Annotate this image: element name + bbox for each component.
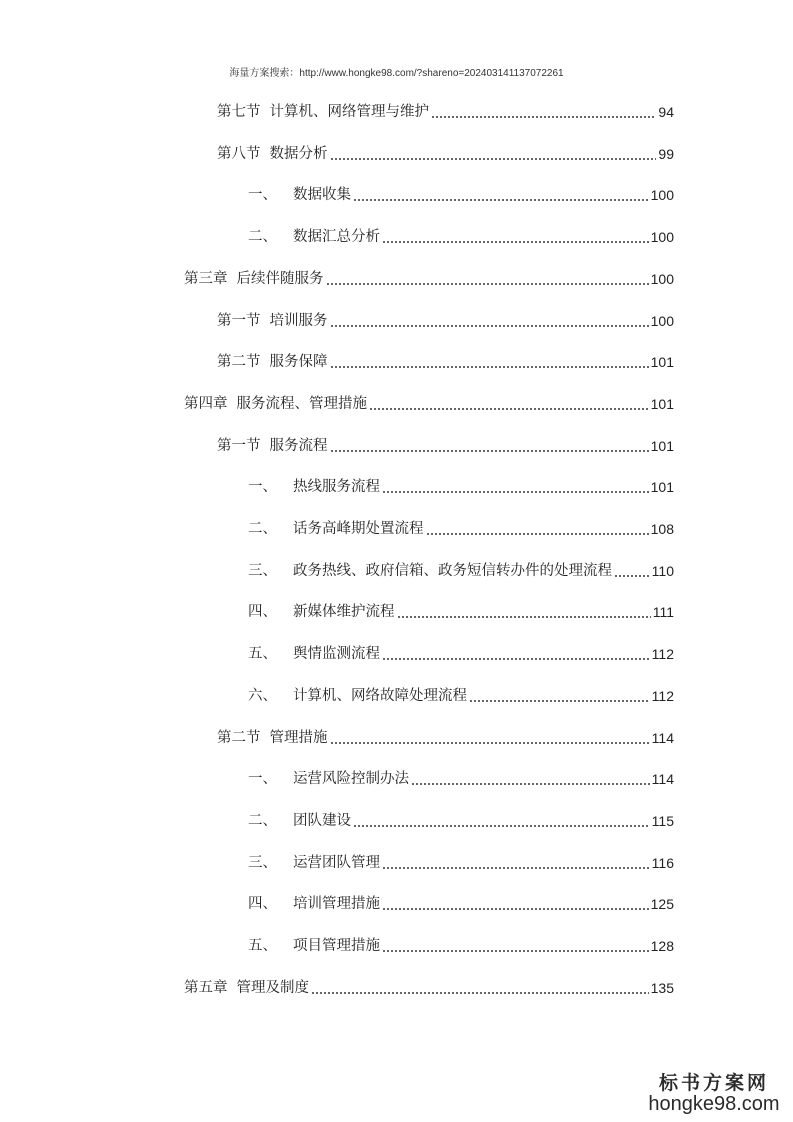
toc-entry-page: 100 — [650, 312, 674, 329]
toc-dot-leader — [382, 658, 650, 660]
toc-entry-number: 第五章 — [184, 979, 228, 996]
toc-entry-label — [248, 518, 424, 540]
toc-entry-title: 管理措施 — [269, 729, 328, 746]
toc-entry-page: 101 — [650, 354, 674, 371]
toc-entry-title: 数据汇总分析 — [293, 229, 380, 246]
toc-entry-label — [248, 601, 395, 623]
toc-entry-number: 一、 — [248, 187, 277, 204]
toc-entry-title: 培训管理措施 — [293, 896, 380, 913]
toc-entry-title: 计算机、网络管理与维护 — [269, 104, 429, 120]
toc-entry-number: 六、 — [248, 687, 277, 704]
toc-dot-leader — [382, 867, 650, 869]
toc-entry-label — [248, 476, 380, 498]
toc-entry-label — [248, 768, 409, 790]
toc-entry-number: 第二节 — [217, 354, 261, 371]
toc-entry-title: 服务保障 — [269, 354, 328, 371]
toc-entry[interactable] — [248, 685, 674, 707]
toc-entry-label — [217, 435, 328, 457]
toc-entry-label — [217, 101, 429, 123]
toc-entry-page: 101 — [650, 479, 674, 496]
toc-entry-number: 二、 — [248, 521, 277, 537]
toc-entry-page: 115 — [651, 812, 674, 829]
toc-entry-label — [217, 310, 328, 332]
toc-entry-title: 话务高峰期处置流程 — [293, 521, 424, 537]
toc-entry-label — [248, 935, 380, 957]
toc-entry-number: 第一节 — [217, 312, 261, 329]
toc-dot-leader — [411, 783, 650, 785]
page-header-url: 海量方案搜索：http://www.hongke98.com/?shareno=202403141137072261 — [229, 68, 564, 79]
toc-dot-leader — [330, 366, 649, 368]
toc-entry-label — [184, 268, 324, 290]
toc-entry[interactable] — [248, 810, 674, 832]
toc-entry-page: 108 — [650, 521, 674, 537]
toc-entry-page: 116 — [651, 854, 674, 871]
toc-dot-leader — [326, 283, 649, 285]
toc-dot-leader — [330, 450, 649, 452]
toc-dot-leader — [382, 491, 649, 493]
toc-entry-number: 一、 — [248, 479, 277, 496]
toc-dot-leader — [469, 700, 650, 702]
toc-entry-page: 100 — [650, 187, 674, 204]
toc-entry-number: 第八节 — [217, 145, 261, 162]
toc-entry[interactable] — [248, 601, 674, 623]
toc-entry[interactable] — [248, 768, 674, 790]
toc-entry-title: 后续伴随服务 — [236, 270, 324, 287]
toc-entry[interactable] — [248, 935, 674, 957]
toc-dot-leader — [353, 199, 649, 201]
toc-entry-page: 100 — [650, 270, 674, 287]
toc-entry[interactable] — [217, 727, 674, 749]
toc-entry-title: 团队建设 — [293, 812, 351, 829]
toc-entry-number: 一、 — [248, 771, 277, 788]
toc-entry-title: 服务流程、管理措施 — [236, 395, 367, 412]
toc-entry[interactable] — [184, 977, 674, 999]
toc-entry-page: 112 — [651, 646, 674, 663]
toc-entry-page: 100 — [650, 229, 674, 246]
toc-entry-number: 三、 — [248, 562, 277, 579]
toc-dot-leader — [431, 116, 656, 118]
toc-entry-number: 第四章 — [184, 395, 228, 412]
toc-entry-title: 数据收集 — [293, 187, 351, 204]
toc-dot-leader — [382, 241, 649, 243]
toc-dot-leader — [330, 158, 657, 160]
toc-entry-label — [248, 184, 351, 206]
toc-entry-label — [248, 643, 380, 665]
toc-entry-number: 三、 — [248, 854, 277, 871]
toc-entry-page: 112 — [651, 687, 674, 704]
toc-entry-number: 五、 — [248, 938, 277, 954]
toc-entry-number: 四、 — [248, 604, 277, 621]
toc-entry[interactable] — [217, 101, 674, 123]
toc-entry-number: 二、 — [248, 229, 277, 246]
toc-dot-leader — [426, 533, 649, 535]
watermark-cn-text: 标书方案网 — [658, 1072, 769, 1094]
toc-entry-number: 第一节 — [217, 437, 261, 454]
toc-entry-label — [248, 685, 467, 707]
toc-entry-page: 94 — [658, 104, 674, 120]
toc-entry[interactable] — [248, 560, 674, 582]
toc-entry-label — [248, 560, 612, 582]
toc-entry-number: 四、 — [248, 896, 277, 913]
toc-entry[interactable] — [248, 476, 674, 498]
toc-entry[interactable] — [248, 643, 674, 665]
toc-entry-page: 99 — [658, 145, 674, 162]
toc-entry[interactable] — [184, 393, 674, 415]
toc-entry-page: 125 — [650, 896, 674, 913]
toc-entry-page: 114 — [651, 771, 674, 788]
toc-entry[interactable] — [248, 226, 674, 248]
toc-entry-title: 数据分析 — [269, 145, 328, 162]
toc-entry[interactable] — [248, 893, 674, 915]
toc-entry[interactable] — [184, 268, 674, 290]
toc-entry-label — [248, 226, 380, 248]
watermark-en-text: hongke98.com — [648, 1093, 780, 1115]
toc-entry-title: 舆情监测流程 — [293, 646, 380, 663]
toc-entry-label — [248, 810, 351, 832]
toc-entry-title: 服务流程 — [269, 437, 328, 454]
toc-dot-leader — [382, 950, 649, 952]
toc-entry-title: 计算机、网络故障处理流程 — [293, 687, 467, 704]
toc-dot-leader — [614, 575, 650, 577]
toc-entry-title: 管理及制度 — [236, 979, 309, 996]
toc-entry-title: 培训服务 — [269, 312, 328, 329]
toc-entry-title: 新媒体维护流程 — [293, 604, 395, 621]
watermark-logo — [640, 1068, 788, 1116]
toc-entry-page: 110 — [651, 562, 674, 579]
toc-entry-label — [248, 852, 380, 874]
toc-entry-page: 101 — [650, 437, 674, 454]
toc-dot-leader — [382, 908, 649, 910]
toc-entry[interactable] — [248, 852, 674, 874]
toc-entry-label — [217, 351, 328, 373]
toc-dot-leader — [330, 742, 650, 744]
toc-entry[interactable] — [217, 435, 674, 457]
toc-entry-title: 热线服务流程 — [293, 479, 380, 496]
toc-entry-page: 111 — [652, 604, 674, 621]
toc-entry-label — [217, 143, 328, 165]
toc-dot-leader — [330, 325, 649, 327]
toc-entry-label — [184, 393, 367, 415]
toc-entry-number: 二、 — [248, 812, 277, 829]
toc-entry-page: 101 — [650, 395, 674, 412]
toc-dot-leader — [353, 825, 650, 827]
toc-entry-label — [248, 893, 380, 915]
toc-entry-number: 第二节 — [217, 729, 261, 746]
toc-entry-title: 政务热线、政府信箱、政务短信转办件的处理流程 — [293, 562, 612, 579]
toc-entry-label — [184, 977, 309, 999]
toc-entry-label — [217, 727, 328, 749]
toc-dot-leader — [397, 616, 651, 618]
toc-entry-page: 135 — [650, 979, 674, 996]
toc-entry-number: 第三章 — [184, 270, 228, 287]
toc-entry-title: 项目管理措施 — [293, 938, 380, 954]
toc-entry[interactable] — [217, 351, 674, 373]
toc-entry[interactable] — [248, 518, 674, 540]
toc-entry[interactable] — [248, 184, 674, 206]
toc-entry-title: 运营团队管理 — [293, 854, 380, 871]
toc-entry-page: 114 — [651, 729, 674, 746]
toc-dot-leader — [311, 992, 649, 994]
toc-entry[interactable] — [217, 310, 674, 332]
toc-entry[interactable] — [217, 143, 674, 165]
toc-entry-page: 128 — [650, 938, 674, 954]
toc-dot-leader — [369, 408, 649, 410]
toc-entry-number: 第七节 — [217, 104, 261, 120]
toc-entry-number: 五、 — [248, 646, 277, 663]
toc-entry-title: 运营风险控制办法 — [293, 771, 409, 788]
